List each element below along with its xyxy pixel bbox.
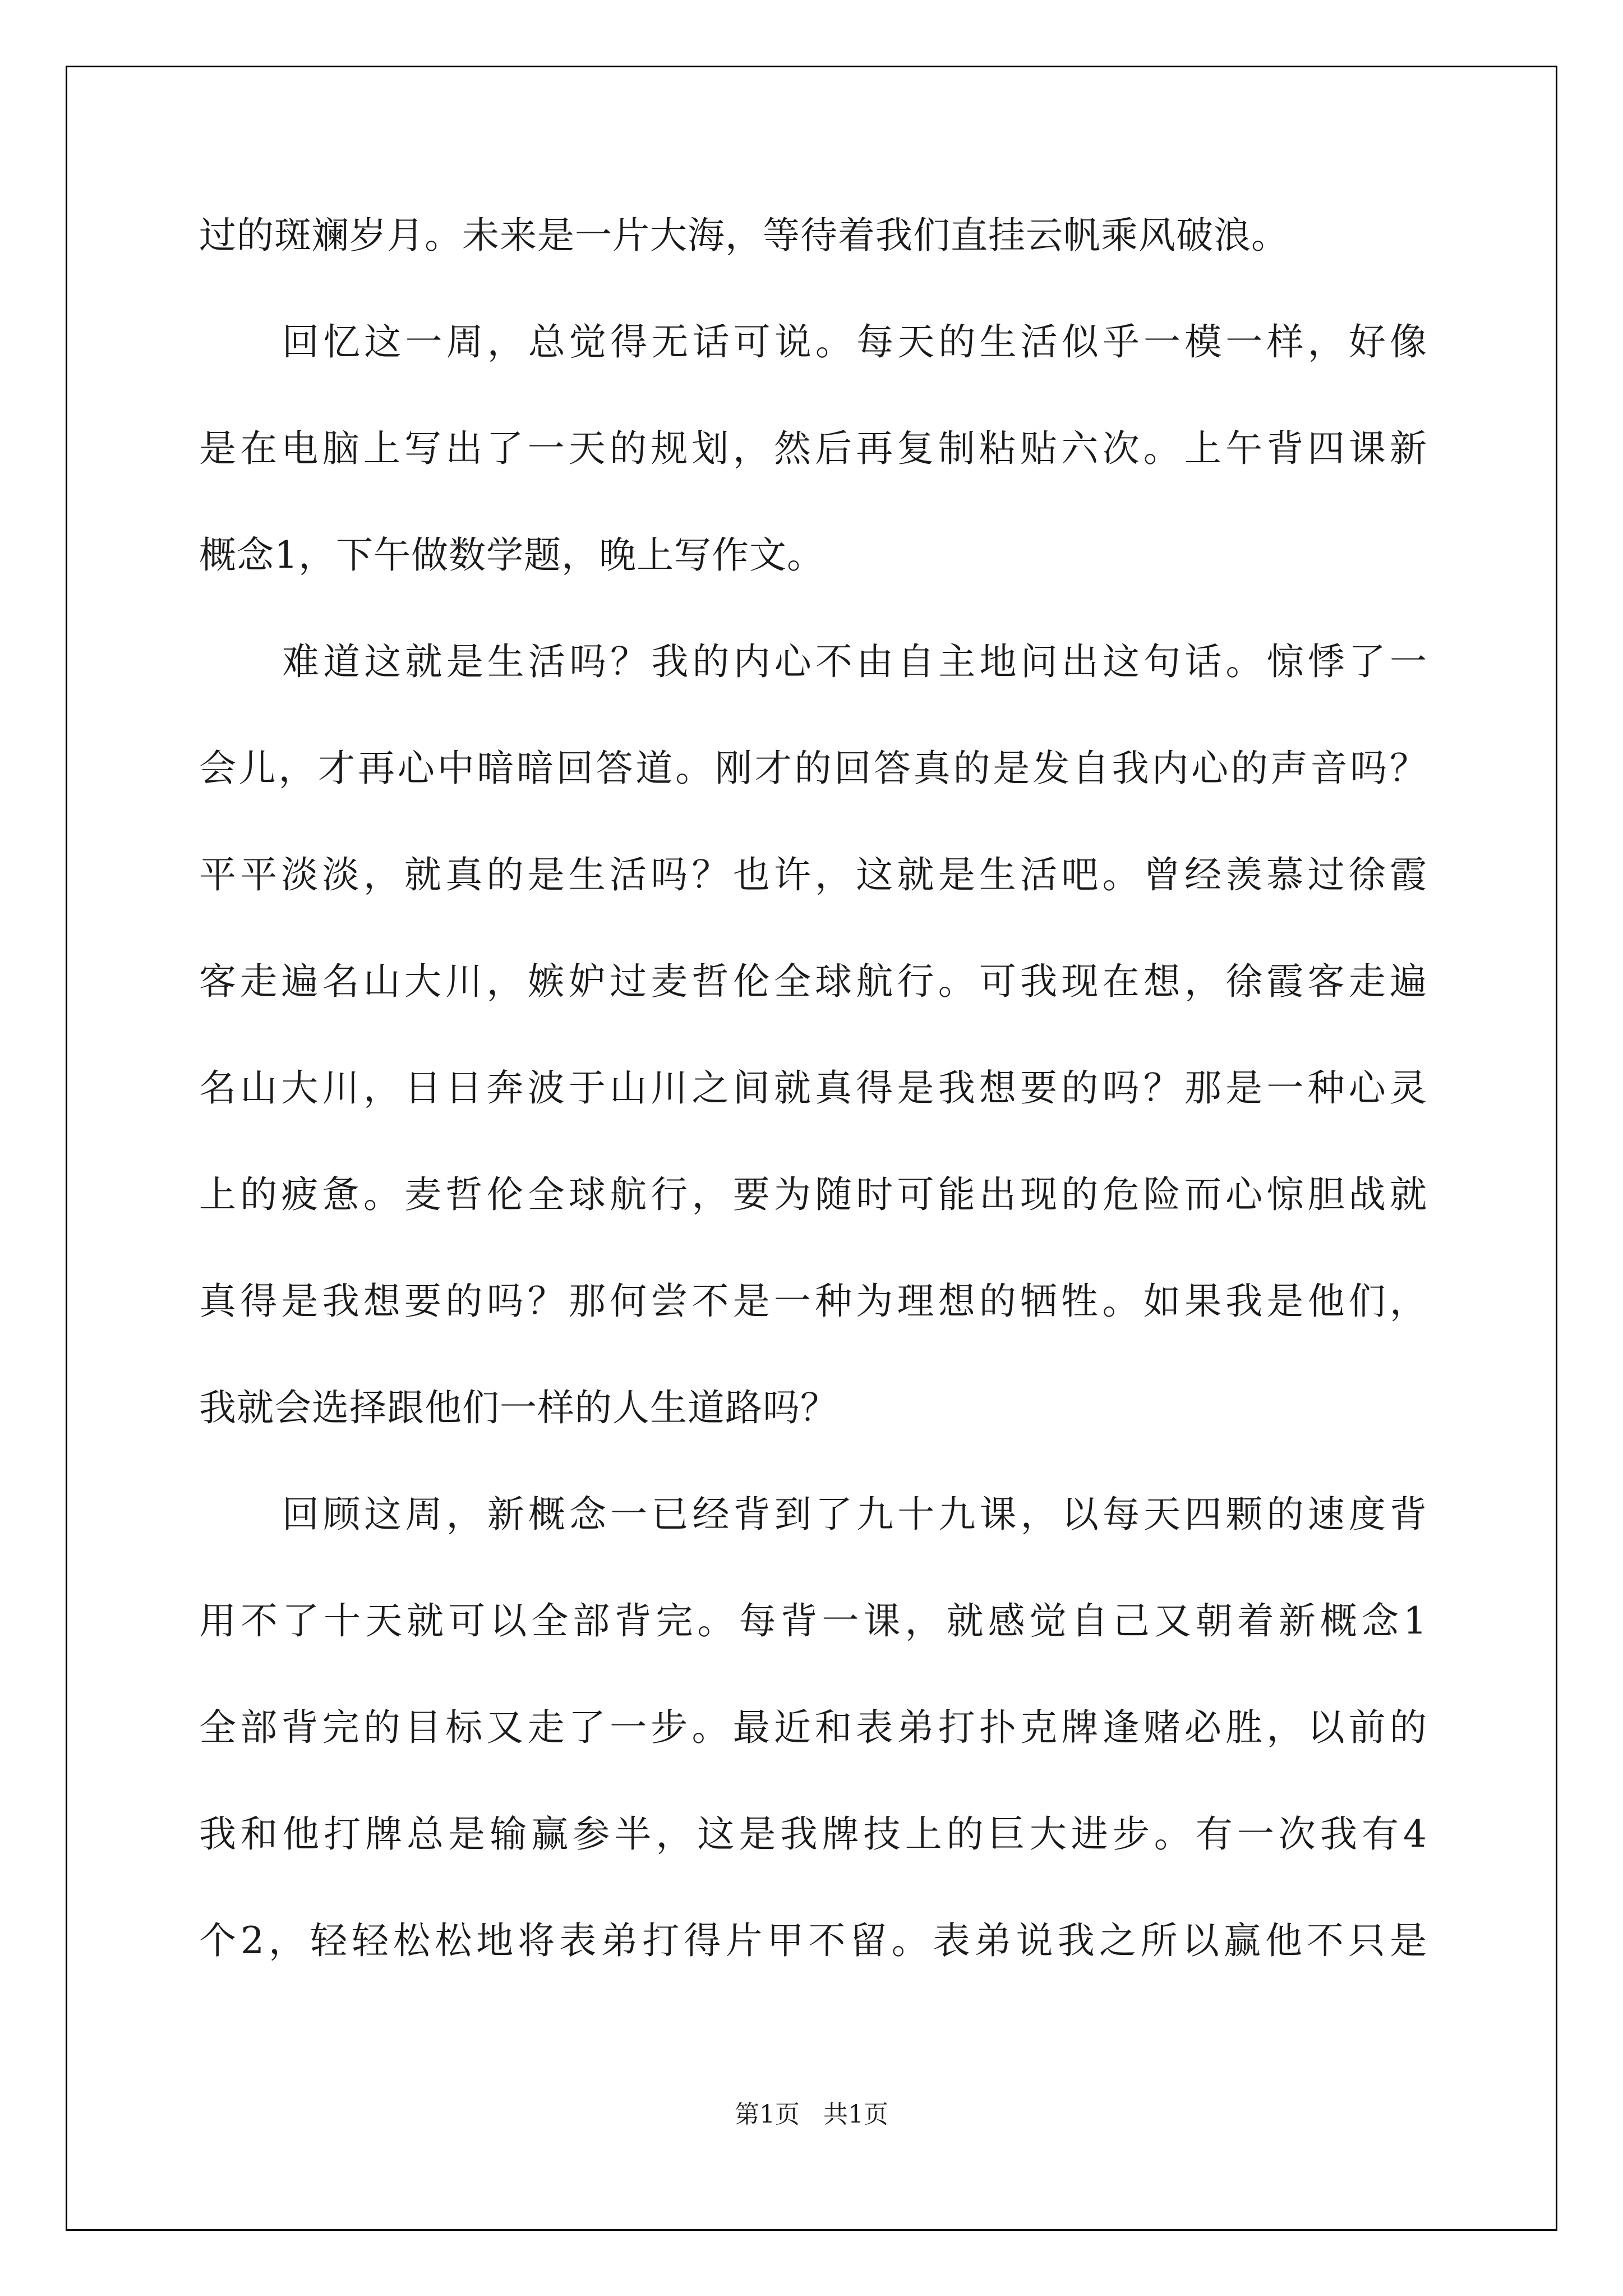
text-line: 客走遍名山大川，嫉妒过麦哲伦全球航行。可我现在想，徐霞客走遍 bbox=[199, 960, 1427, 1003]
text-line: 平平淡淡，就真的是生活吗？也许，这就是生活吧。曾经羡慕过徐霞 bbox=[199, 853, 1427, 896]
paragraph-start-line: 难道这就是生活吗？我的内心不由自主地问出这句话。惊悸了一 bbox=[282, 640, 1427, 683]
text-line: 我和他打牌总是输赢参半，这是我牌技上的巨大进步。有一次我有4 bbox=[199, 1812, 1427, 1856]
page-border bbox=[66, 66, 1557, 2231]
text-line: 是在电脑上写出了一天的规划，然后再复制粘贴六次。上午背四课新 bbox=[199, 427, 1427, 470]
page-number-footer: 第1页 共1页 bbox=[735, 2100, 888, 2129]
text-line: 我就会选择跟他们一样的人生道路吗？ bbox=[199, 1386, 838, 1429]
text-line: 个2，轻轻松松地将表弟打得片甲不留。表弟说我之所以赢他不只是 bbox=[199, 1919, 1427, 1962]
text-line: 上的疲惫。麦哲伦全球航行，要为随时可能出现的危险而心惊胆战就 bbox=[199, 1173, 1427, 1216]
text-line: 用不了十天就可以全部背完。每背一课，就感觉自己又朝着新概念1 bbox=[199, 1599, 1427, 1642]
text-line: 会儿，才再心中暗暗回答道。刚才的回答真的是发自我内心的声音吗？ bbox=[199, 747, 1427, 790]
text-line: 全部背完的目标又走了一步。最近和表弟打扑克牌逢赌必胜，以前的 bbox=[199, 1706, 1427, 1749]
text-line: 概念1，下午做数学题，晚上写作文。 bbox=[199, 533, 824, 577]
paragraph-start-line: 回忆这一周，总觉得无话可说。每天的生活似乎一模一样，好像 bbox=[282, 320, 1427, 364]
text-line: 真得是我想要的吗？那何尝不是一种为理想的牺牲。如果我是他们， bbox=[199, 1280, 1427, 1323]
paragraph-start-line: 回顾这周，新概念一已经背到了九十九课，以每天四颗的速度背 bbox=[282, 1493, 1427, 1536]
text-line: 过的斑斓岁月。未来是一片大海，等待着我们直挂云帆乘风破浪。 bbox=[199, 214, 1289, 257]
text-line: 名山大川，日日奔波于山川之间就真得是我想要的吗？那是一种心灵 bbox=[199, 1066, 1427, 1110]
